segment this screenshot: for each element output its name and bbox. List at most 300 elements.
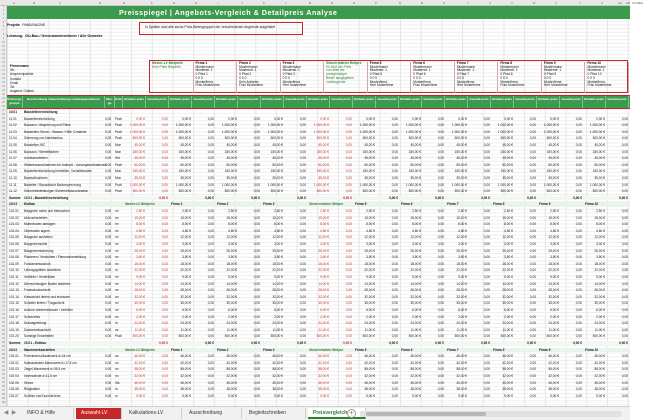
unit-price-cell[interactable]: 38,00 € bbox=[364, 387, 375, 392]
total-price-cell[interactable]: 0,00 bbox=[437, 169, 444, 174]
unit-price-cell[interactable]: 35,00 € bbox=[594, 176, 605, 180]
total-price-cell[interactable]: 0,00 bbox=[299, 248, 306, 253]
total-price-cell[interactable]: 0,00 bbox=[437, 268, 444, 273]
total-price-cell[interactable]: 0,00 bbox=[437, 380, 444, 385]
column-letter[interactable]: Z bbox=[601, 1, 603, 5]
unit-price-cell[interactable]: 0,00 € bbox=[366, 116, 375, 121]
unit-price-cell[interactable]: 45,00 € bbox=[226, 143, 237, 147]
total-price-cell[interactable]: 0,00 bbox=[299, 162, 306, 167]
column-letter[interactable]: M bbox=[308, 1, 312, 5]
total-price-cell[interactable]: 0,00 bbox=[575, 294, 582, 299]
total-price-cell[interactable]: 0,00 bbox=[391, 360, 398, 365]
total-price-cell[interactable]: 0,00 bbox=[391, 182, 398, 187]
total-price-cell[interactable]: 0,00 bbox=[253, 268, 260, 273]
total-price-cell[interactable]: 0,00 bbox=[299, 136, 306, 141]
unit-price-cell[interactable]: 150,00 € bbox=[362, 169, 375, 174]
unit-price-cell[interactable]: 32,00 € bbox=[180, 294, 191, 299]
total-price-cell[interactable]: 0,00 bbox=[391, 116, 398, 121]
table-row[interactable] bbox=[7, 381, 630, 386]
unit-price-cell[interactable]: 15,00 € bbox=[364, 215, 375, 220]
row-number[interactable]: 3 bbox=[2, 14, 5, 16]
unit-price-cell[interactable]: 22,00 € bbox=[548, 268, 559, 273]
unit-price-cell[interactable]: 4,50 € bbox=[136, 228, 145, 233]
unit-price-cell[interactable]: 500,00 € bbox=[316, 136, 329, 141]
unit-price-cell[interactable]: 6,00 € bbox=[458, 308, 467, 312]
unit-price-cell[interactable]: 46,00 € bbox=[180, 354, 191, 359]
total-price-cell[interactable]: 0,00 bbox=[575, 129, 582, 134]
unit-price-cell[interactable]: 8,00 € bbox=[366, 222, 375, 227]
total-price-cell[interactable]: 0,00 bbox=[207, 209, 214, 213]
unit-price-cell[interactable]: 8,00 € bbox=[458, 222, 467, 227]
unit-price-cell[interactable]: 1.000,00 € bbox=[129, 123, 145, 128]
total-price-cell[interactable]: 0,00 bbox=[621, 228, 628, 233]
total-price-cell[interactable]: 0,00 bbox=[299, 143, 306, 147]
total-price-cell[interactable]: 0,00 bbox=[575, 149, 582, 154]
unit-price-cell[interactable]: 45,00 € bbox=[134, 156, 145, 161]
unit-price-cell[interactable]: 32,00 € bbox=[364, 374, 375, 378]
row-number[interactable]: 15 bbox=[2, 62, 5, 64]
column-letter[interactable]: AA bbox=[617, 1, 622, 5]
total-price-cell[interactable]: 0,00 bbox=[391, 387, 398, 392]
quantity-cell[interactable]: 0,00 bbox=[105, 169, 112, 174]
unit-price-cell[interactable]: 500,00 € bbox=[454, 189, 467, 194]
unit-price-cell[interactable]: 4,50 € bbox=[550, 228, 559, 233]
unit-price-cell[interactable]: 500,00 € bbox=[132, 334, 145, 339]
total-price-cell[interactable]: 0,00 bbox=[391, 367, 398, 372]
total-price-cell[interactable]: 0,00 bbox=[437, 275, 444, 279]
total-price-cell[interactable]: 0,00 bbox=[391, 275, 398, 279]
unit-price-cell[interactable]: 6,00 € bbox=[366, 308, 375, 312]
quantity-cell[interactable]: 0,00 bbox=[105, 268, 112, 273]
total-price-cell[interactable]: 0,00 bbox=[391, 129, 398, 134]
row-number[interactable]: 21 bbox=[2, 86, 5, 88]
row-number[interactable]: 63 bbox=[2, 254, 5, 256]
total-price-cell[interactable]: 0,00 bbox=[345, 123, 352, 128]
total-price-cell[interactable]: 0,00 bbox=[207, 235, 214, 240]
unit-price-cell[interactable]: 50,00 € bbox=[502, 162, 513, 167]
unit-price-cell[interactable]: 0,00 € bbox=[274, 116, 283, 121]
row-number[interactable]: 80 bbox=[2, 322, 5, 324]
total-price-cell[interactable]: 0,00 bbox=[299, 281, 306, 286]
total-price-cell[interactable]: 0,00 bbox=[207, 255, 214, 260]
unit-price-cell[interactable]: 12,00 € bbox=[180, 235, 191, 240]
total-price-cell[interactable]: 0,00 bbox=[299, 393, 306, 398]
total-price-cell[interactable]: 0,00 bbox=[391, 294, 398, 299]
total-price-cell[interactable]: 0,00 bbox=[575, 268, 582, 273]
total-price-cell[interactable]: 0,00 bbox=[621, 367, 628, 372]
row-number[interactable]: 81 bbox=[2, 326, 5, 328]
total-price-cell[interactable]: 0,00 bbox=[391, 268, 398, 273]
unit-price-cell[interactable]: 6,00 € bbox=[136, 308, 145, 312]
total-price-cell[interactable]: 0,00 bbox=[575, 281, 582, 286]
unit-price-cell[interactable]: 38,00 € bbox=[134, 387, 145, 392]
unit-price-cell[interactable]: 8,00 € bbox=[412, 222, 421, 227]
unit-price-cell[interactable]: 1.000,00 € bbox=[313, 129, 329, 134]
quantity-cell[interactable]: 0,00 bbox=[105, 393, 112, 398]
unit-price-cell[interactable]: 38,00 € bbox=[226, 387, 237, 392]
row-number[interactable]: 24 bbox=[2, 98, 5, 100]
total-price-cell[interactable]: 0,00 bbox=[529, 222, 536, 227]
total-price-cell[interactable]: 0,00 bbox=[253, 182, 260, 187]
total-price-cell[interactable]: 0,00 bbox=[621, 301, 628, 306]
unit-price-cell[interactable]: 50,00 € bbox=[456, 162, 467, 167]
total-price-cell[interactable]: 0,00 bbox=[299, 123, 306, 128]
total-price-cell[interactable]: 0,00 bbox=[253, 136, 260, 141]
unit-price-cell[interactable]: 25,00 € bbox=[318, 248, 329, 253]
total-price-cell[interactable]: 0,00 bbox=[253, 275, 260, 279]
total-price-cell[interactable]: 0,00 bbox=[437, 308, 444, 312]
row-number[interactable]: 7 bbox=[2, 30, 5, 32]
total-price-cell[interactable]: 0,00 € bbox=[343, 195, 352, 200]
unit-price-cell[interactable]: 3,50 € bbox=[550, 255, 559, 260]
total-price-cell[interactable]: 0,00 bbox=[575, 116, 582, 121]
unit-price-cell[interactable]: 2,00 € bbox=[412, 314, 421, 319]
row-number[interactable]: 9 bbox=[2, 38, 5, 40]
total-price-cell[interactable]: 0,00 bbox=[345, 268, 352, 273]
unit-price-cell[interactable]: 32,00 € bbox=[272, 374, 283, 378]
column-letter[interactable]: AC bbox=[631, 1, 637, 5]
unit-price-cell[interactable]: 45,00 € bbox=[364, 380, 375, 385]
total-price-cell[interactable]: 0,00 bbox=[483, 235, 490, 240]
quantity-cell[interactable]: 0,00 bbox=[105, 275, 112, 279]
total-price-cell[interactable]: 0,00 bbox=[253, 149, 260, 154]
unit-price-cell[interactable]: 500,00 € bbox=[362, 334, 375, 339]
total-price-cell[interactable]: 0,00 bbox=[483, 156, 490, 161]
unit-price-cell[interactable]: 14,00 € bbox=[548, 281, 559, 286]
unit-price-cell[interactable]: 32,00 € bbox=[226, 374, 237, 378]
total-price-cell[interactable]: 0,00 bbox=[345, 334, 352, 339]
total-price-cell[interactable]: 0,00 € bbox=[573, 195, 582, 200]
total-price-cell[interactable]: 0,00 bbox=[437, 123, 444, 128]
total-price-cell[interactable]: 0,00 bbox=[253, 288, 260, 293]
total-price-cell[interactable]: 0,00 bbox=[345, 327, 352, 332]
total-price-cell[interactable]: 0,00 € bbox=[343, 341, 352, 345]
unit-price-cell[interactable]: 18,00 € bbox=[272, 261, 283, 266]
unit-price-cell[interactable]: 0,00 € bbox=[458, 116, 467, 121]
total-price-cell[interactable]: 0,00 bbox=[483, 288, 490, 293]
total-price-cell[interactable]: 0,00 bbox=[161, 228, 168, 233]
unit-price-cell[interactable]: 11,00 € bbox=[318, 327, 329, 332]
unit-price-cell[interactable]: 45,00 € bbox=[272, 156, 283, 161]
total-price-cell[interactable]: 0,00 bbox=[345, 281, 352, 286]
column-letter[interactable]: AD bbox=[635, 1, 641, 5]
row-number[interactable]: 72 bbox=[2, 290, 5, 292]
total-price-cell[interactable]: 0,00 bbox=[621, 176, 628, 180]
unit-price-cell[interactable]: 9,00 € bbox=[182, 275, 191, 279]
total-price-cell[interactable]: 0,00 bbox=[391, 327, 398, 332]
unit-price-cell[interactable]: 35,00 € bbox=[180, 301, 191, 306]
total-price-cell[interactable]: 0,00 bbox=[207, 288, 214, 293]
sheet-tab[interactable]: Begleitschreiben bbox=[244, 408, 306, 419]
unit-price-cell[interactable]: 3,50 € bbox=[274, 255, 283, 260]
unit-price-cell[interactable]: 32,00 € bbox=[134, 294, 145, 299]
total-price-cell[interactable]: 0,00 bbox=[529, 162, 536, 167]
row-number[interactable]: 96 bbox=[2, 386, 5, 388]
unit-price-cell[interactable]: 1.000,00 € bbox=[589, 129, 605, 134]
unit-price-cell[interactable]: 32,00 € bbox=[456, 294, 467, 299]
row-number[interactable]: 28 bbox=[2, 114, 5, 116]
unit-price-cell[interactable]: 11,00 € bbox=[226, 327, 237, 332]
unit-price-cell[interactable]: 24,00 € bbox=[548, 321, 559, 326]
unit-price-cell[interactable]: 500,00 € bbox=[500, 189, 513, 194]
total-price-cell[interactable]: 0,00 bbox=[345, 294, 352, 299]
unit-price-cell[interactable]: 28,00 € bbox=[272, 288, 283, 293]
total-price-cell[interactable]: 0,00 bbox=[529, 261, 536, 266]
total-price-cell[interactable]: 0,00 bbox=[621, 288, 628, 293]
unit-price-cell[interactable]: 150,00 € bbox=[454, 169, 467, 174]
column-letter[interactable]: D bbox=[98, 1, 102, 5]
unit-price-cell[interactable]: 9,00 € bbox=[596, 393, 605, 398]
total-price-cell[interactable]: 0,00 bbox=[161, 162, 168, 167]
total-price-cell[interactable]: 0,00 bbox=[437, 314, 444, 319]
table-row[interactable] bbox=[7, 367, 630, 372]
total-price-cell[interactable]: 0,00 bbox=[299, 321, 306, 326]
quantity-cell[interactable]: 0,00 bbox=[105, 288, 112, 293]
unit-price-cell[interactable]: 11,00 € bbox=[502, 327, 513, 332]
total-price-cell[interactable]: 0,00 bbox=[345, 301, 352, 306]
unit-price-cell[interactable]: 50,00 € bbox=[226, 162, 237, 167]
total-price-cell[interactable]: 0,00 bbox=[207, 189, 214, 194]
unit-price-cell[interactable]: 32,00 € bbox=[318, 374, 329, 378]
total-price-cell[interactable]: 0,00 bbox=[437, 393, 444, 398]
total-price-cell[interactable]: 0,00 bbox=[207, 116, 214, 121]
row-number[interactable]: 94 bbox=[2, 378, 5, 380]
total-price-cell[interactable]: 0,00 bbox=[483, 261, 490, 266]
quantity-cell[interactable]: 0,00 bbox=[105, 215, 112, 220]
row-number[interactable]: 38 bbox=[2, 154, 5, 156]
total-price-cell[interactable]: 0,00 bbox=[437, 354, 444, 359]
unit-price-cell[interactable]: 1.000,00 € bbox=[543, 129, 559, 134]
table-row[interactable] bbox=[7, 354, 630, 359]
unit-price-cell[interactable]: 25,00 € bbox=[456, 248, 467, 253]
total-price-cell[interactable]: 0,00 bbox=[161, 275, 168, 279]
total-price-cell[interactable]: 0,00 bbox=[391, 334, 398, 339]
unit-price-cell[interactable]: 42,00 € bbox=[502, 360, 513, 365]
row-number[interactable]: 68 bbox=[2, 274, 5, 276]
table-row[interactable] bbox=[7, 130, 630, 135]
row-number[interactable]: 89 bbox=[2, 358, 5, 360]
total-price-cell[interactable]: 0,00 bbox=[345, 149, 352, 154]
firm-column[interactable] bbox=[237, 62, 281, 93]
unit-price-cell[interactable]: 24,00 € bbox=[364, 321, 375, 326]
total-price-cell[interactable]: 0,00 bbox=[299, 387, 306, 392]
unit-price-cell[interactable]: 500,00 € bbox=[454, 136, 467, 141]
unit-price-cell[interactable]: 32,00 € bbox=[594, 294, 605, 299]
unit-price-cell[interactable]: 500,00 € bbox=[362, 136, 375, 141]
total-price-cell[interactable]: 0,00 bbox=[483, 380, 490, 385]
total-price-cell[interactable]: 0,00 bbox=[575, 169, 582, 174]
unit-price-cell[interactable]: 24,00 € bbox=[180, 321, 191, 326]
unit-price-cell[interactable]: 9,00 € bbox=[596, 275, 605, 279]
total-price-cell[interactable]: 0,00 bbox=[299, 129, 306, 134]
total-price-cell[interactable]: 0,00 bbox=[529, 129, 536, 134]
column-letter[interactable]: V bbox=[510, 1, 513, 5]
total-price-cell[interactable]: 0,00 € bbox=[205, 195, 214, 200]
total-price-cell[interactable]: 0,00 bbox=[483, 360, 490, 365]
unit-price-cell[interactable]: 500,00 € bbox=[224, 334, 237, 339]
total-price-cell[interactable]: 0,00 bbox=[253, 367, 260, 372]
total-price-cell[interactable]: 0,00 bbox=[345, 321, 352, 326]
unit-price-cell[interactable]: 2,00 € bbox=[320, 314, 329, 319]
total-price-cell[interactable]: 0,00 bbox=[345, 288, 352, 293]
row-number[interactable]: 30 bbox=[2, 122, 5, 124]
total-price-cell[interactable]: 0,00 bbox=[253, 281, 260, 286]
unit-price-cell[interactable]: 9,00 € bbox=[136, 393, 145, 398]
total-price-cell[interactable]: 0,00 bbox=[161, 360, 168, 365]
column-letter[interactable]: G bbox=[172, 1, 176, 5]
table-row[interactable] bbox=[7, 143, 630, 148]
total-price-cell[interactable]: 0,00 bbox=[253, 387, 260, 392]
unit-price-cell[interactable]: 38,00 € bbox=[272, 387, 283, 392]
unit-price-cell[interactable]: 9,00 € bbox=[228, 393, 237, 398]
table-row[interactable] bbox=[7, 374, 630, 379]
total-price-cell[interactable]: 0,00 € bbox=[251, 341, 260, 345]
row-number[interactable]: 85 bbox=[2, 342, 5, 344]
unit-price-cell[interactable]: 0,00 € bbox=[550, 116, 559, 121]
total-price-cell[interactable]: 0,00 bbox=[253, 308, 260, 312]
unit-price-cell[interactable]: 2,50 € bbox=[182, 209, 191, 213]
row-number[interactable]: 70 bbox=[2, 282, 5, 284]
total-price-cell[interactable]: 0,00 bbox=[529, 176, 536, 180]
row-number[interactable]: 40 bbox=[2, 162, 5, 164]
row-number[interactable]: 45 bbox=[2, 182, 5, 184]
unit-price-cell[interactable]: 24,00 € bbox=[134, 321, 145, 326]
table-row[interactable] bbox=[7, 216, 630, 221]
total-price-cell[interactable]: 0,00 bbox=[161, 367, 168, 372]
total-price-cell[interactable]: 0,00 bbox=[345, 380, 352, 385]
unit-price-cell[interactable]: 24,00 € bbox=[318, 321, 329, 326]
unit-price-cell[interactable]: 25,00 € bbox=[594, 248, 605, 253]
total-price-cell[interactable]: 0,00 € bbox=[205, 341, 214, 345]
total-price-cell[interactable]: 0,00 bbox=[483, 182, 490, 187]
total-price-cell[interactable]: 0,00 bbox=[253, 294, 260, 299]
unit-price-cell[interactable]: 3,00 € bbox=[366, 242, 375, 246]
row-number[interactable]: 57 bbox=[2, 230, 5, 232]
column-letter[interactable]: T bbox=[467, 1, 469, 5]
total-price-cell[interactable]: 0,00 bbox=[161, 380, 168, 385]
unit-price-cell[interactable]: 45,00 € bbox=[502, 380, 513, 385]
sheet-tab[interactable]: INFO & Hilfe bbox=[22, 408, 74, 419]
total-price-cell[interactable]: 0,00 bbox=[437, 288, 444, 293]
total-price-cell[interactable]: 0,00 bbox=[345, 228, 352, 233]
unit-price-cell[interactable]: 25,00 € bbox=[548, 248, 559, 253]
unit-price-cell[interactable]: 9,00 € bbox=[274, 393, 283, 398]
unit-price-cell[interactable]: 500,00 € bbox=[454, 334, 467, 339]
total-price-cell[interactable]: 0,00 bbox=[299, 308, 306, 312]
table-row[interactable] bbox=[7, 156, 630, 161]
total-price-cell[interactable]: 0,00 bbox=[299, 327, 306, 332]
unit-price-cell[interactable]: 18,00 € bbox=[456, 261, 467, 266]
total-price-cell[interactable]: 0,00 € bbox=[481, 341, 490, 345]
unit-price-cell[interactable]: 18,00 € bbox=[594, 261, 605, 266]
unit-price-cell[interactable]: 15,00 € bbox=[502, 215, 513, 220]
unit-price-cell[interactable]: 38,00 € bbox=[456, 387, 467, 392]
total-price-cell[interactable]: 0,00 bbox=[207, 275, 214, 279]
quantity-cell[interactable]: 0,00 bbox=[105, 334, 112, 339]
total-price-cell[interactable]: 0,00 bbox=[299, 209, 306, 213]
total-price-cell[interactable]: 0,00 bbox=[345, 189, 352, 194]
unit-price-cell[interactable]: 12,00 € bbox=[226, 235, 237, 240]
total-price-cell[interactable]: 0,00 bbox=[437, 321, 444, 326]
total-price-cell[interactable]: 0,00 bbox=[299, 215, 306, 220]
quantity-cell[interactable]: 0,00 bbox=[105, 261, 112, 266]
total-price-cell[interactable]: 0,00 bbox=[437, 235, 444, 240]
total-price-cell[interactable]: 0,00 bbox=[621, 354, 628, 359]
row-number[interactable]: 69 bbox=[2, 278, 5, 280]
total-price-cell[interactable]: 0,00 bbox=[207, 374, 214, 378]
row-number[interactable]: 22 bbox=[2, 90, 5, 92]
total-price-cell[interactable]: 0,00 bbox=[299, 360, 306, 365]
total-price-cell[interactable]: 0,00 bbox=[529, 294, 536, 299]
firm-column[interactable] bbox=[585, 62, 629, 93]
unit-price-cell[interactable]: 150,00 € bbox=[316, 149, 329, 154]
unit-price-cell[interactable]: 3,00 € bbox=[504, 242, 513, 246]
total-price-cell[interactable]: 0,00 bbox=[299, 354, 306, 359]
total-price-cell[interactable]: 0,00 bbox=[207, 387, 214, 392]
total-price-cell[interactable]: 0,00 bbox=[345, 261, 352, 266]
row-number[interactable]: 1 bbox=[2, 6, 5, 8]
unit-price-cell[interactable]: 42,00 € bbox=[456, 360, 467, 365]
unit-price-cell[interactable]: 18,00 € bbox=[318, 261, 329, 266]
unit-price-cell[interactable]: 6,00 € bbox=[550, 308, 559, 312]
unit-price-cell[interactable]: 50,00 € bbox=[594, 162, 605, 167]
total-price-cell[interactable]: 0,00 bbox=[253, 123, 260, 128]
unit-price-cell[interactable]: 18,00 € bbox=[502, 261, 513, 266]
total-price-cell[interactable]: 0,00 bbox=[529, 275, 536, 279]
total-price-cell[interactable]: 0,00 bbox=[207, 393, 214, 398]
row-number[interactable]: 25 bbox=[2, 102, 5, 104]
unit-price-cell[interactable]: 1.000,00 € bbox=[129, 182, 145, 187]
unit-price-cell[interactable]: 28,00 € bbox=[548, 288, 559, 293]
unit-price-cell[interactable]: 45,00 € bbox=[318, 143, 329, 147]
firm-column[interactable] bbox=[281, 62, 325, 93]
row-number[interactable]: 5 bbox=[2, 22, 5, 24]
table-row[interactable] bbox=[7, 169, 630, 174]
total-price-cell[interactable]: 0,00 bbox=[575, 209, 582, 213]
unit-price-cell[interactable]: 12,00 € bbox=[364, 235, 375, 240]
total-price-cell[interactable]: 0,00 bbox=[437, 327, 444, 332]
row-number[interactable]: 87 bbox=[2, 350, 5, 352]
quantity-cell[interactable]: 0,00 bbox=[105, 143, 112, 147]
total-price-cell[interactable]: 0,00 bbox=[621, 360, 628, 365]
quantity-cell[interactable]: 0,00 bbox=[105, 374, 112, 378]
total-price-cell[interactable]: 0,00 bbox=[253, 360, 260, 365]
total-price-cell[interactable]: 0,00 bbox=[529, 314, 536, 319]
total-price-cell[interactable]: 0,00 € bbox=[251, 195, 260, 200]
total-price-cell[interactable]: 0,00 bbox=[437, 176, 444, 180]
total-price-cell[interactable]: 0,00 bbox=[253, 162, 260, 167]
unit-price-cell[interactable]: 58,00 € bbox=[134, 367, 145, 372]
total-price-cell[interactable]: 0,00 bbox=[529, 209, 536, 213]
total-price-cell[interactable]: 0,00 bbox=[299, 268, 306, 273]
unit-price-cell[interactable]: 35,00 € bbox=[410, 301, 421, 306]
row-number[interactable]: 42 bbox=[2, 170, 5, 172]
column-letter[interactable]: L bbox=[285, 1, 287, 5]
unit-price-cell[interactable]: 46,00 € bbox=[410, 354, 421, 359]
total-price-cell[interactable]: 0,00 bbox=[529, 301, 536, 306]
unit-price-cell[interactable]: 24,00 € bbox=[456, 321, 467, 326]
table-row[interactable] bbox=[7, 249, 630, 254]
column-letter[interactable]: A bbox=[12, 1, 15, 5]
total-price-cell[interactable]: 0,00 bbox=[621, 314, 628, 319]
row-number[interactable]: 77 bbox=[2, 310, 5, 312]
total-price-cell[interactable]: 0,00 bbox=[161, 334, 168, 339]
total-price-cell[interactable]: 0,00 bbox=[483, 301, 490, 306]
unit-price-cell[interactable]: 2,50 € bbox=[366, 209, 375, 213]
total-price-cell[interactable]: 0,00 bbox=[483, 294, 490, 299]
row-number[interactable]: 58 bbox=[2, 234, 5, 236]
row-number[interactable]: 56 bbox=[2, 226, 5, 228]
